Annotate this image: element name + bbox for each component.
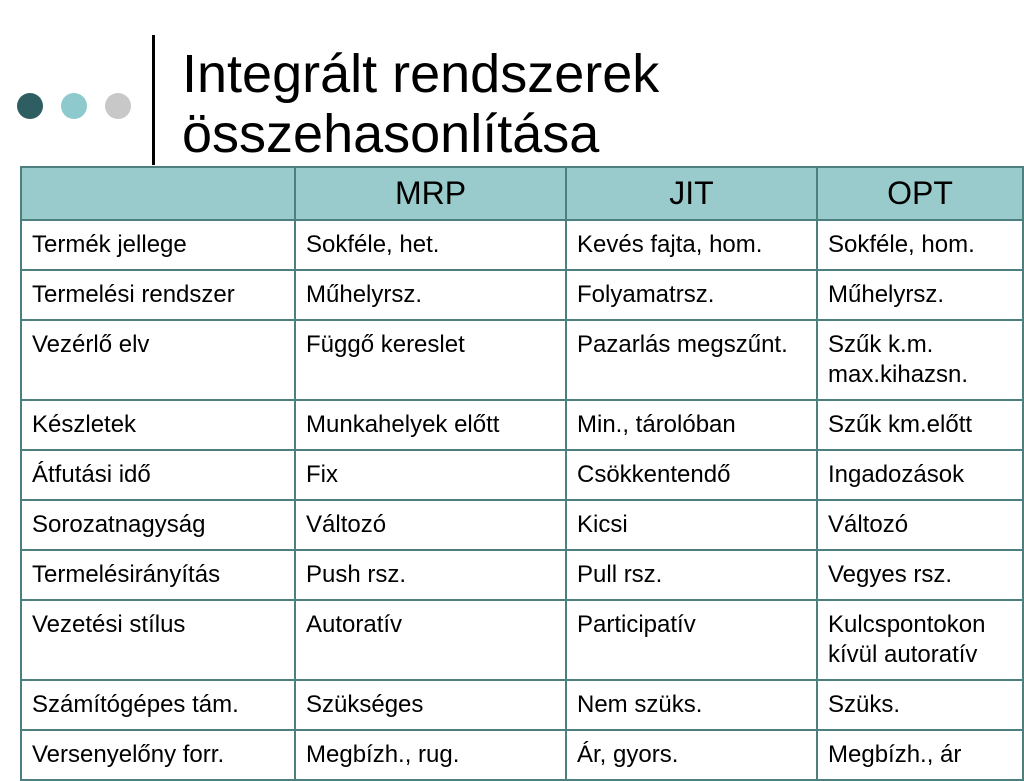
page-title-line-1: Integrált rendszerek	[182, 44, 660, 104]
opt-cell: Szűk k.m. max.kihazsn.	[817, 320, 1023, 400]
opt-cell: Sokféle, hom.	[817, 220, 1023, 270]
mrp-cell: Munkahelyek előtt	[295, 400, 566, 450]
opt-cell: Vegyes rsz.	[817, 550, 1023, 600]
jit-cell: Pull rsz.	[566, 550, 817, 600]
table-row	[21, 270, 1023, 320]
decorative-dots	[17, 93, 132, 121]
mrp-cell: Sokféle, het.	[295, 220, 566, 270]
row-label-cell: Termelésirányítás	[21, 550, 295, 600]
opt-cell: Szüks.	[817, 680, 1023, 730]
jit-cell: Csökkentendő	[566, 450, 817, 500]
row-label-cell: Átfutási idő	[21, 450, 295, 500]
mrp-cell: Autoratív	[295, 600, 566, 680]
page-title	[182, 44, 659, 164]
jit-cell: Kevés fajta, hom.	[566, 220, 817, 270]
table-row	[21, 730, 1023, 780]
mrp-cell: Változó	[295, 500, 566, 550]
opt-cell: Szűk km.előtt	[817, 400, 1023, 450]
jit-cell: Pazarlás megszűnt.	[566, 320, 817, 400]
header-cell-opt: OPT	[817, 167, 1023, 220]
comparison-table-container	[20, 166, 1022, 781]
comparison-table	[20, 166, 1024, 781]
mrp-cell: Push rsz.	[295, 550, 566, 600]
table-row	[21, 220, 1023, 270]
table-row	[21, 400, 1023, 450]
opt-cell: Műhelyrsz.	[817, 270, 1023, 320]
gray-dot-icon	[105, 93, 131, 119]
row-label-cell: Termék jellege	[21, 220, 295, 270]
opt-cell: Megbízh., ár	[817, 730, 1023, 780]
row-label-cell: Sorozatnagyság	[21, 500, 295, 550]
row-label-cell: Vezérlő elv	[21, 320, 295, 400]
dark-teal-dot-icon	[17, 93, 43, 119]
mrp-cell: Függő kereslet	[295, 320, 566, 400]
table-header-row	[21, 167, 1023, 220]
mrp-cell: Megbízh., rug.	[295, 730, 566, 780]
jit-cell: Folyamatrsz.	[566, 270, 817, 320]
header-cell-jit: JIT	[566, 167, 817, 220]
title-divider-line	[152, 35, 155, 165]
jit-cell: Kicsi	[566, 500, 817, 550]
opt-cell: Kulcspontokon kívül autoratív	[817, 600, 1023, 680]
table-row	[21, 550, 1023, 600]
row-label-cell: Vezetési stílus	[21, 600, 295, 680]
mrp-cell: Szükséges	[295, 680, 566, 730]
jit-cell: Ár, gyors.	[566, 730, 817, 780]
page-title-line-2: összehasonlítása	[182, 104, 600, 164]
header-cell-empty	[21, 167, 295, 220]
table-row	[21, 320, 1023, 400]
light-teal-dot-icon	[61, 93, 87, 119]
table-row	[21, 680, 1023, 730]
row-label-cell: Termelési rendszer	[21, 270, 295, 320]
jit-cell: Min., tárolóban	[566, 400, 817, 450]
opt-cell: Ingadozások	[817, 450, 1023, 500]
jit-cell: Nem szüks.	[566, 680, 817, 730]
jit-cell: Participatív	[566, 600, 817, 680]
mrp-cell: Műhelyrsz.	[295, 270, 566, 320]
opt-cell: Változó	[817, 500, 1023, 550]
mrp-cell: Fix	[295, 450, 566, 500]
row-label-cell: Készletek	[21, 400, 295, 450]
header-cell-mrp: MRP	[295, 167, 566, 220]
row-label-cell: Versenyelőny forr.	[21, 730, 295, 780]
table-row	[21, 500, 1023, 550]
row-label-cell: Számítógépes tám.	[21, 680, 295, 730]
table-row	[21, 600, 1023, 680]
table-row	[21, 450, 1023, 500]
